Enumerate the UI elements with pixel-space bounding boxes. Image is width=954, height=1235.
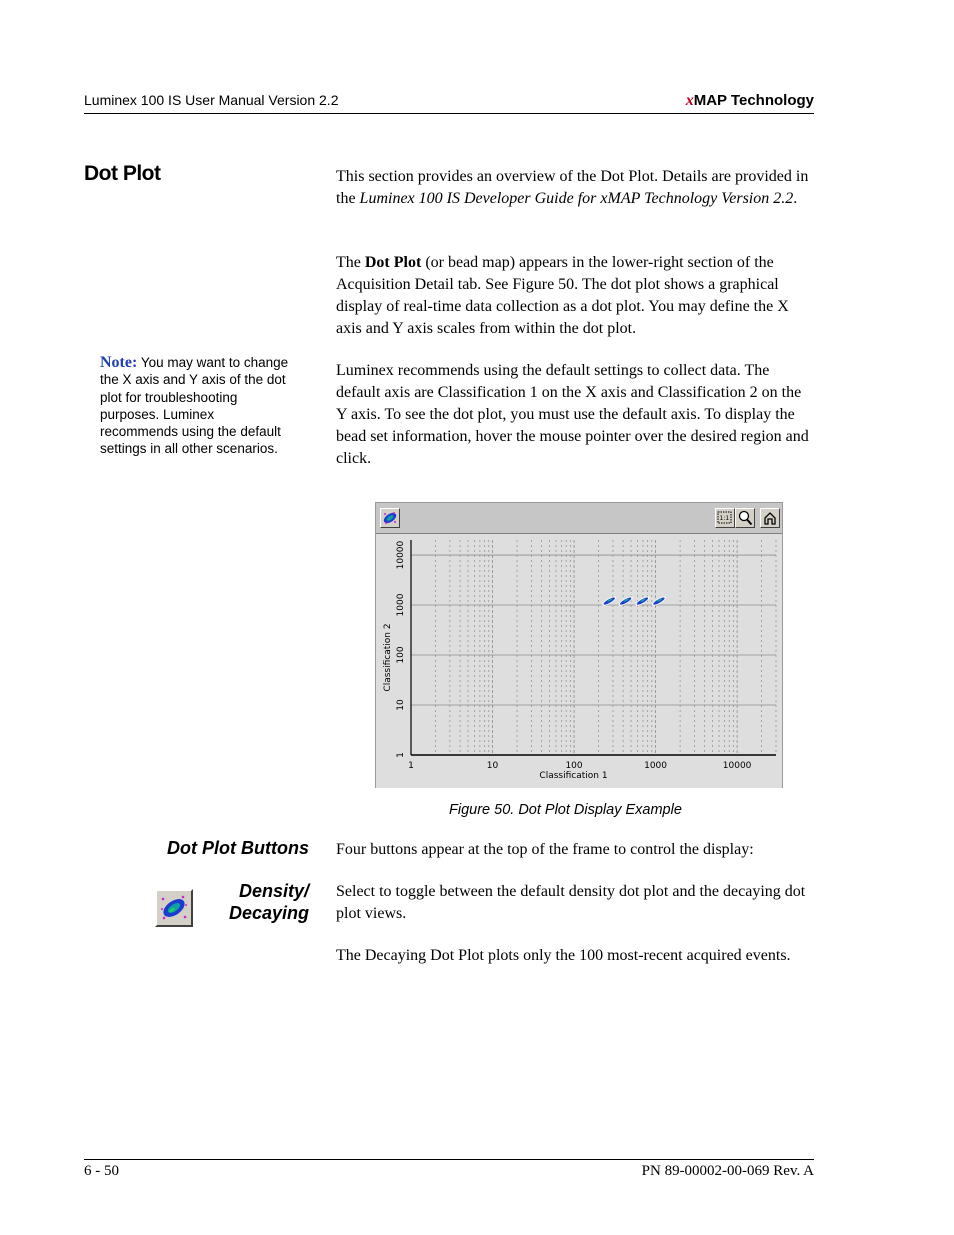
part-number: PN 89-00002-00-069 Rev. A	[641, 1163, 814, 1179]
density-description: Select to toggle between the default density dot plot and the decaying dot plot views.	[336, 883, 806, 922]
x-tick-label: 100	[565, 761, 583, 771]
title-line: Decaying	[228, 903, 309, 923]
text-run: This section provides an overview of the Dot Plot. Details are provided in the	[336, 168, 809, 207]
y-tick-label: 10	[396, 699, 406, 711]
x-tick-label: 1000	[644, 761, 668, 771]
subsection-title-density	[229, 880, 309, 924]
footer-rule	[84, 1159, 814, 1160]
y-tick-label: 1000	[396, 593, 406, 617]
zoom-in-button[interactable]	[735, 508, 755, 528]
dot-plot-chart	[376, 534, 782, 788]
developer-guide-reference: Luminex 100 IS Developer Guide for xMAP Technology Version 2.2	[359, 190, 794, 207]
density-decaying-icon	[381, 509, 399, 527]
decaying-description: The Decaying Dot Plot plots only the 100 most-recent acquired events.	[336, 947, 791, 964]
brand-rest: MAP Technology	[693, 92, 814, 109]
recommendation-paragraph: Luminex recommends using the default settings to collect data. The default axis are Classification 1 on the X axis and Classification 2 on the Y axis. To see the dot plot, you must use the default axis. To display the bead set information, hover the mouse pointer over the desired region and click.	[336, 362, 809, 467]
buttons-description: Four buttons appear at the top of the frame to control the display:	[336, 841, 754, 858]
running-header-brand	[686, 92, 814, 110]
side-note	[100, 354, 290, 458]
dot-plot-description	[336, 252, 814, 340]
running-header-title: Luminex 100 IS User Manual Version 2.2	[84, 92, 339, 108]
magnifier-icon	[736, 509, 754, 527]
density-decaying-icon	[157, 891, 191, 925]
page-number: 6 - 50	[84, 1163, 119, 1179]
intro-paragraph	[336, 166, 814, 210]
zoom-out-icon	[716, 509, 734, 527]
plot-area[interactable]	[376, 534, 782, 788]
density-decaying-button-illustration	[155, 889, 193, 927]
term-dot-plot: Dot Plot	[364, 254, 422, 271]
y-axis-label: Classification 2	[383, 623, 393, 692]
x-tick-label: 1	[408, 761, 414, 771]
header-rule	[84, 113, 814, 114]
x-tick-label: 10000	[722, 761, 752, 771]
note-label: Note:	[100, 354, 138, 371]
title-line: Density/	[238, 881, 309, 901]
x-tick-label: 10	[486, 761, 499, 771]
dot-plot-toolbar	[376, 503, 782, 534]
zoom-out-button[interactable]	[715, 508, 735, 528]
section-title: Dot Plot	[84, 162, 161, 185]
y-tick-label: 1	[396, 752, 406, 758]
y-tick-label: 100	[396, 646, 406, 664]
home-button[interactable]	[760, 508, 780, 528]
note-text: You may want to change the X axis and Y axis of the dot plot for troubleshooting purposes. Luminex recommends using the default settings in all other scenarios.	[100, 355, 289, 457]
text-run: (or bead map) appears in the lower-right section of the Acquisition Detail tab. See Figure 50. The dot plot shows a graphical display of real-time data collection as a dot plot. You may define the X axis and Y axis scales from within the dot plot.	[336, 254, 789, 337]
dot-plot-figure	[375, 502, 783, 788]
subsection-title-buttons: Dot Plot Buttons	[167, 838, 309, 858]
brand-x: x	[685, 92, 694, 109]
figure-caption: Figure 50. Dot Plot Display Example	[449, 802, 682, 818]
text-run: .	[793, 190, 798, 207]
y-tick-label: 10000	[396, 540, 406, 570]
text-run: The	[336, 254, 365, 271]
home-icon	[761, 509, 779, 527]
svg-text:1:1: 1:1	[719, 515, 730, 522]
x-axis-label: Classification 1	[539, 771, 608, 781]
density-decaying-button[interactable]	[380, 508, 400, 528]
